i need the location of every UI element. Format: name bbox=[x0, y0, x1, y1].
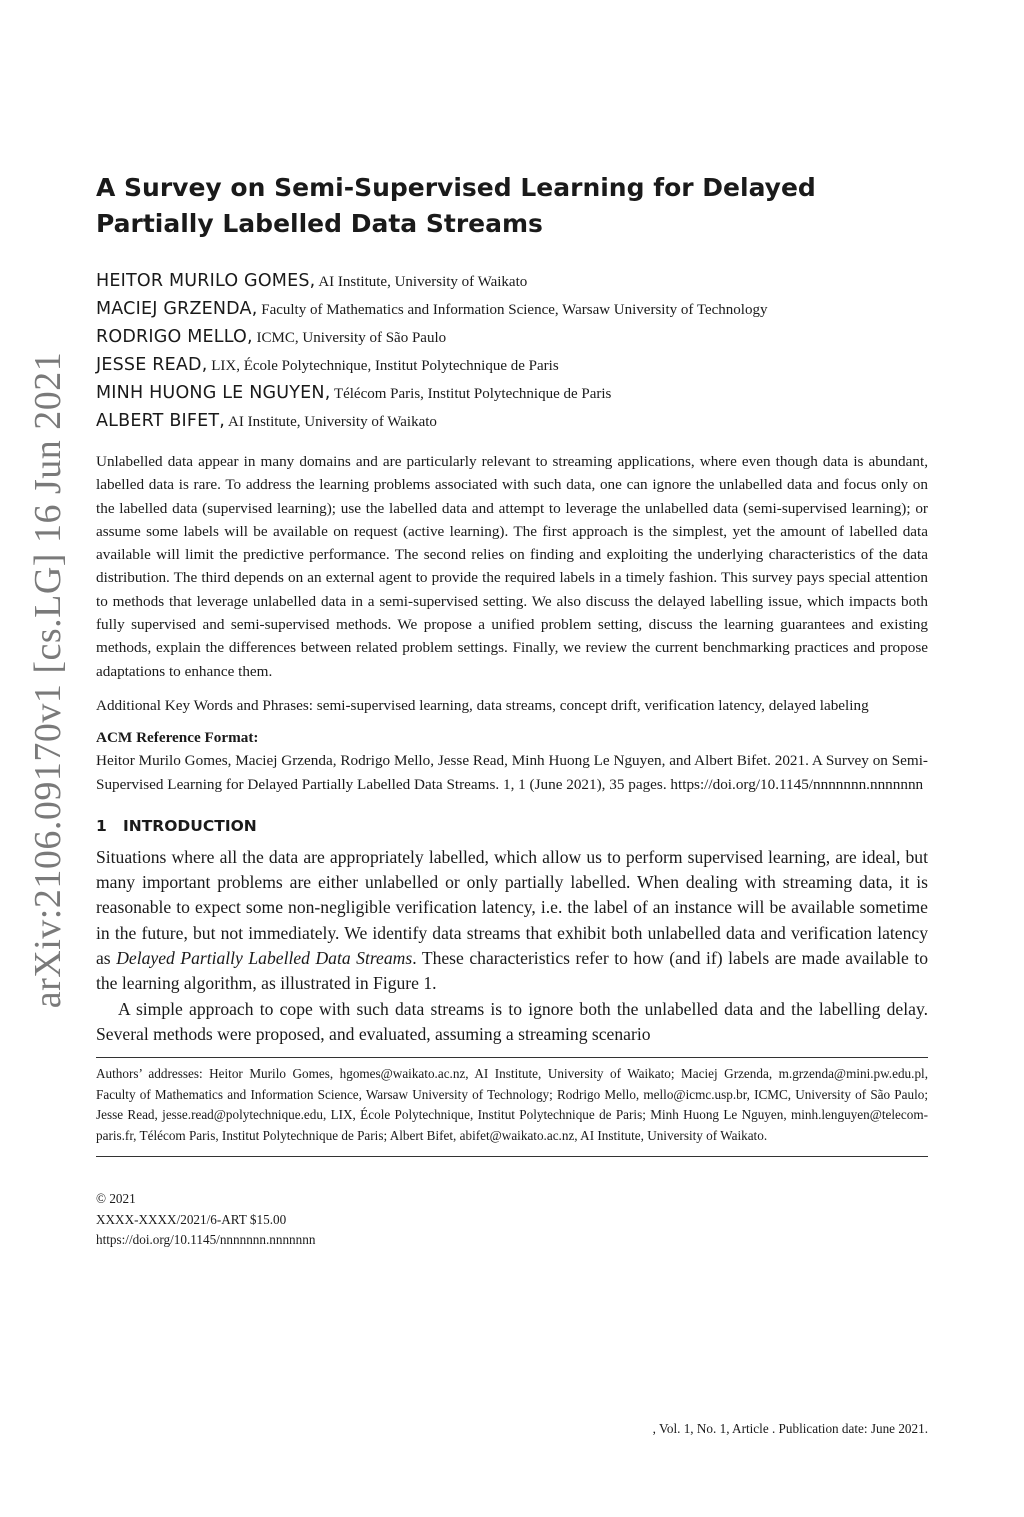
arxiv-identifier-stamp bbox=[0, 0, 90, 1517]
author-entry bbox=[96, 324, 928, 352]
copyright-issn: XXXX-XXXX/2021/6-ART $15.00 bbox=[96, 1211, 287, 1227]
author-entry bbox=[96, 408, 928, 436]
author-name: MACIEJ GRZENDA, bbox=[96, 299, 258, 319]
section-heading-introduction bbox=[96, 815, 928, 837]
keywords: Additional Key Words and Phrases: semi-supervised learning, data streams, concept drift, verification latency, delayed labeling bbox=[96, 696, 869, 714]
author-affiliation: ICMC, University of São Paulo bbox=[252, 330, 447, 346]
author-affiliation: AI Institute, University of Waikato bbox=[225, 414, 437, 430]
paper-title: A Survey on Semi-Supervised Learning for Delayed Partially Labelled Data Streams bbox=[96, 173, 816, 238]
paper-page bbox=[96, 170, 928, 1251]
author-name: JESSE READ, bbox=[96, 355, 208, 375]
authors-addresses-footnote: Authors’ addresses: Heitor Murilo Gomes, hgomes@waikato.ac.nz, AI Institute, University of Waikato; Maciej Grzenda, m.grzenda@mini.pw.edu.pl, Faculty of Mathematics and Information Science, Warsaw University of Technology; Rodrigo Mello, mello@icmc.usp.br, ICMC, University of São Paulo; Jesse Read, jesse.read@polytechnique.edu, LIX, École Polytechnique, Institut Polytechnique de Paris; Minh Huong Le Nguyen, minh.lenguyen@telecom-paris.fr, Télécom Paris, Institut Polytechnique de Paris; Albert Bifet, abifet@waikato.ac.nz, AI Institute, University of Waikato. bbox=[96, 1066, 928, 1143]
author-name: RODRIGO MELLO, bbox=[96, 327, 253, 347]
copyright-block bbox=[96, 1189, 928, 1251]
intro-text: . These characteristics refer to how (and if) labels are made available to the learning algorithm, as illustrated in Figure 1. bbox=[96, 948, 929, 994]
acm-reference-heading: ACM Reference Format: bbox=[96, 729, 259, 747]
author-affiliation: Télécom Paris, Institut Polytechnique de Paris bbox=[330, 386, 612, 402]
emphasized-term: Delayed Partially Labelled Data Streams bbox=[116, 948, 413, 969]
author-entry bbox=[96, 296, 928, 324]
copyright-year: © 2021 bbox=[96, 1191, 136, 1207]
intro-text: Situations where all the data are appropriately labelled, which allow us to perform supervised learning, are ideal, but many important problems are either unlabelled or only partially labelled. When dealing with streaming data, it is reasonable to expect some non-negligible verification latency, i.e. the label of an instance will be available sometime in the future, but not immediately. We identify data streams that exhibit both unlabelled data and verification latency as bbox=[96, 846, 928, 969]
author-affiliation: LIX, École Polytechnique, Institut Polytechnique de Paris bbox=[207, 358, 559, 374]
author-entry bbox=[96, 380, 928, 408]
author-entry bbox=[96, 268, 928, 296]
intro-paragraph-2: A simple approach to cope with such data streams is to ignore both the unlabelled data and the labelling delay. Several methods were proposed, and evaluated, assuming a streaming scenario bbox=[96, 998, 928, 1044]
footnote-divider bbox=[96, 1057, 928, 1058]
author-name: ALBERT BIFET, bbox=[96, 411, 226, 431]
author-list bbox=[96, 268, 928, 436]
author-affiliation: AI Institute, University of Waikato bbox=[315, 274, 528, 290]
acm-reference-text: Heitor Murilo Gomes, Maciej Grzenda, Rodrigo Mello, Jesse Read, Minh Huong Le Nguyen, and Albert Bifet. 2021. A Survey on Semi-Supervised Learning for Delayed Partially Labelled Data Streams. 1, 1 (June 2021), 35 pages. https://doi.org/10.1145/nnnnnnn.nnnnnnn bbox=[96, 752, 928, 793]
author-entry bbox=[96, 352, 928, 380]
footnote-bottom-divider bbox=[96, 1156, 928, 1157]
abstract: Unlabelled data appear in many domains and are particularly relevant to streaming applications, where even though data is abundant, labelled data is rare. To address the learning problems associated with such data, one can ignore the unlabelled data and focus only on the labelled data (supervised learning); use the labelled data and attempt to leverage the unlabelled data (semi-supervised learning); or assume some labels will be available on request (active learning). The first approach is the simplest, yet the amount of labelled data available will limit the predictive performance. The second relies on finding and exploiting the underlying characteristics of the data distribution. The third depends on an external agent to provide the required labels in a timely fashion. This survey pays special attention to methods that leverage unlabelled data in a semi-supervised setting. We also discuss the delayed labelling issue, which impacts both fully supervised and semi-supervised methods. We propose a unified problem setting, discuss the learning guarantees and existing methods, explain the differences between related problem settings. Finally, we review the current benchmarking practices and propose adaptations to enhance them. bbox=[96, 453, 928, 680]
author-name: HEITOR MURILO GOMES, bbox=[96, 271, 316, 291]
section-title: INTRODUCTION bbox=[123, 816, 257, 835]
intro-paragraph-1 bbox=[96, 845, 928, 997]
copyright-doi: https://doi.org/10.1145/nnnnnnn.nnnnnnn bbox=[96, 1232, 316, 1248]
section-number: 1 bbox=[96, 816, 107, 835]
author-name: MINH HUONG LE NGUYEN, bbox=[96, 383, 331, 403]
author-affiliation: Faculty of Mathematics and Information Science, Warsaw University of Technology bbox=[257, 302, 768, 318]
arxiv-identifier-text: arXiv:2106.09170v1 [cs.LG] 16 Jun 2021 bbox=[27, 351, 69, 1009]
running-footer: , Vol. 1, No. 1, Article . Publication date: June 2021. bbox=[652, 1421, 928, 1436]
